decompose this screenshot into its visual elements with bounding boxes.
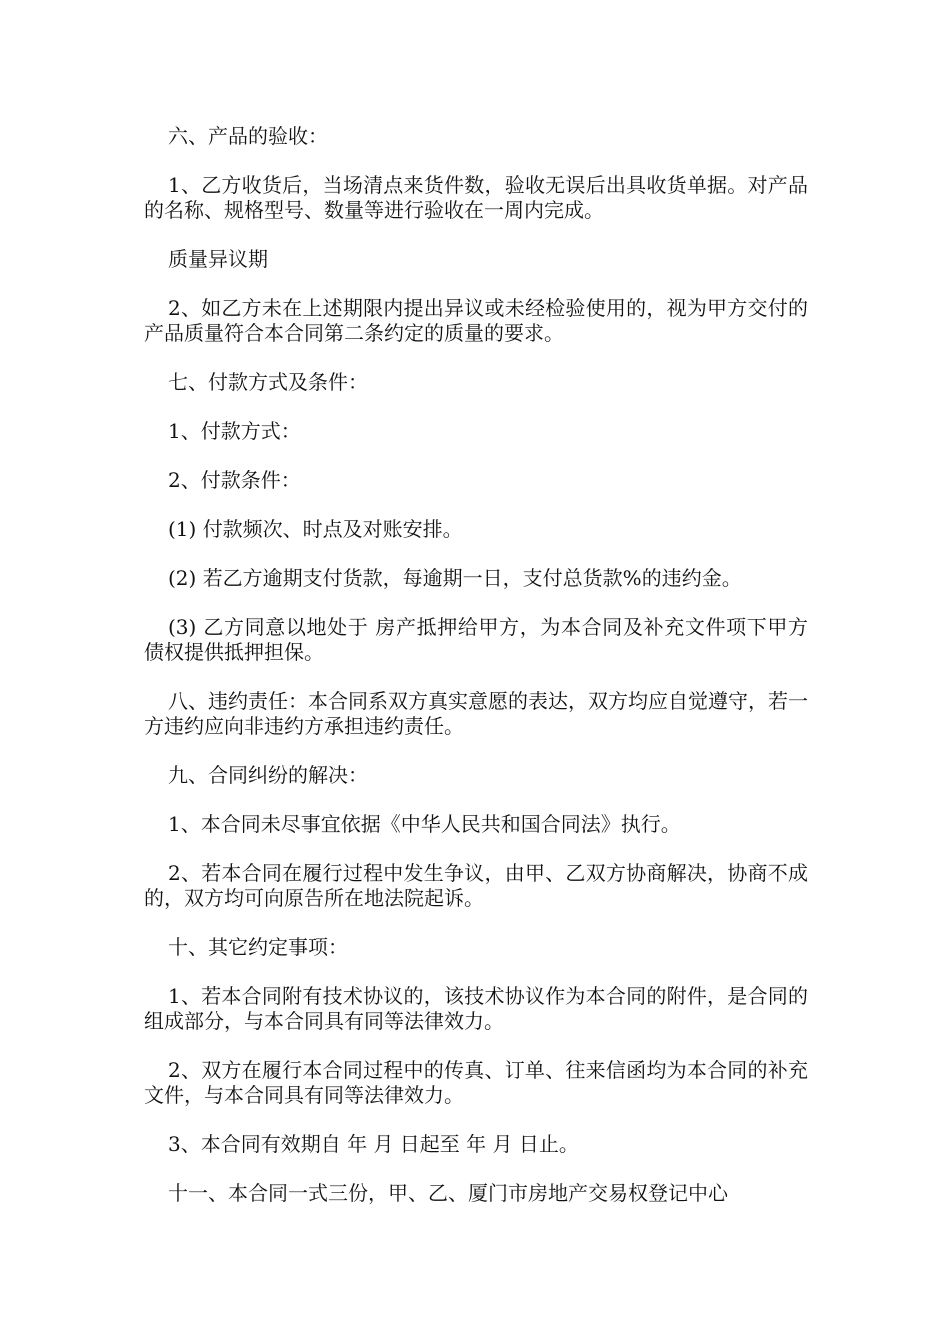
other-clause-2: 2、双方在履行本合同过程中的传真、订单、往来信函均为本合同的补充文件，与本合同具有同等法律效力。: [144, 1058, 808, 1107]
section-6-heading: 六、产品的验收：: [168, 124, 328, 148]
paragraph-acceptance-1: 1、乙方收货后，当场清点来货件数，验收无误后出具收货单据。对产品的名称、规格型号、数量等进行验收在一周内完成。: [144, 173, 808, 222]
section-10-heading: 十、其它约定事项：: [168, 935, 348, 959]
paragraph-acceptance-2: 2、如乙方未在上述期限内提出异议或未经检验使用的，视为甲方交付的产品质量符合本合同第二条约定的质量的要求。: [144, 296, 808, 345]
section-7-heading: 七、付款方式及条件：: [168, 370, 368, 394]
section-11-copies: 十一、本合同一式三份，甲、乙、厦门市房地产交易权登记中心: [168, 1181, 728, 1205]
payment-condition-2: (2) 若乙方逾期支付货款，每逾期一日，支付总货款%的违约金。: [168, 566, 742, 590]
payment-method: 1、付款方式：: [168, 419, 301, 443]
other-clause-1: 1、若本合同附有技术协议的，该技术协议作为本合同的附件，是合同的组成部分，与本合同具有同等法律效力。: [144, 984, 808, 1033]
dispute-clause-2: 2、若本合同在履行过程中发生争议，由甲、乙双方协商解决，协商不成的，双方均可向原告所在地法院起诉。: [144, 861, 808, 910]
payment-condition-1: (1) 付款频次、时点及对账安排。: [168, 517, 463, 541]
section-8-liability: 八、违约责任：本合同系双方真实意愿的表达，双方均应自觉遵守，若一方违约应向非违约方承担违约责任。: [144, 689, 808, 738]
quality-objection-heading: 质量异议期: [168, 247, 268, 271]
dispute-clause-1: 1、本合同未尽事宜依据《中华人民共和国合同法》执行。: [168, 812, 681, 836]
payment-condition-3: (3) 乙方同意以地处于 房产抵押给甲方，为本合同及补充文件项下甲方债权提供抵押担保。: [144, 615, 808, 664]
other-clause-3: 3、本合同有效期自 年 月 日起至 年 月 日止。: [168, 1132, 579, 1156]
document-body: [144, 124, 808, 1230]
payment-conditions: 2、付款条件：: [168, 468, 301, 492]
section-9-heading: 九、合同纠纷的解决：: [168, 763, 368, 787]
